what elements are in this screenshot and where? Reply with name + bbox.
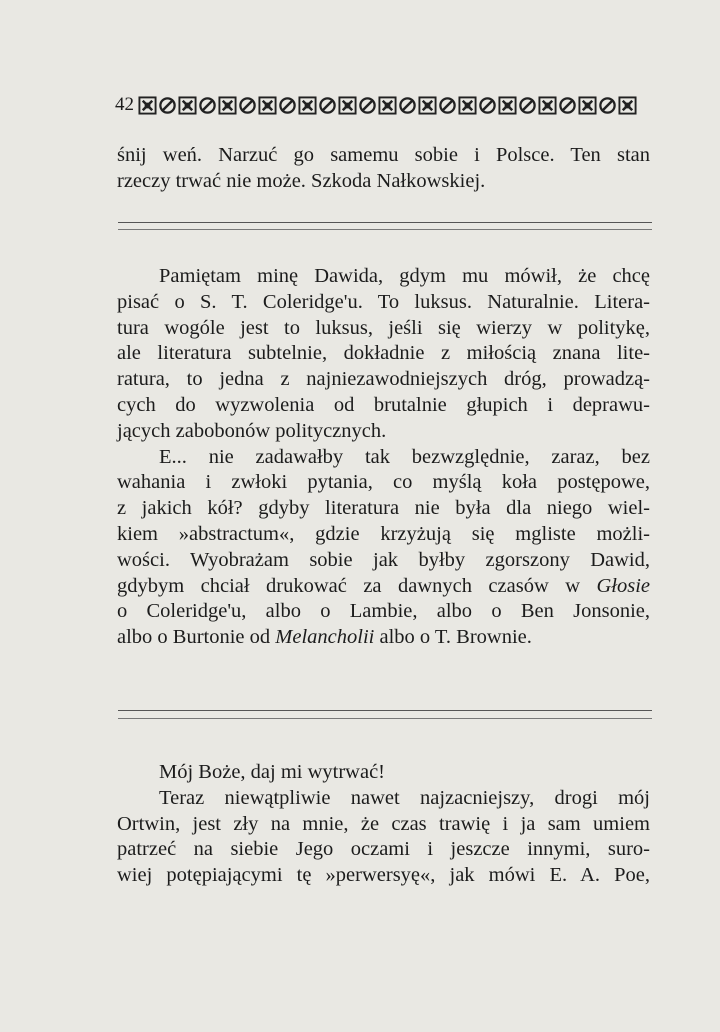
text-segment: gdybym chciał drukować za dawnych czasów w (117, 574, 581, 597)
text-line: tura wogóle jest to luksus, jeśli się wierzy w politykę, (117, 316, 650, 339)
text-line: E... nie zadawałby tak bezwzględnie, zaraz, bez (159, 445, 650, 468)
ornament-circle-icon (438, 96, 457, 115)
text-line: patrzeć na siebie Jego oczami i jeszcze innymi, suro- (117, 838, 650, 861)
text-line: wości. Wyobrażam sobie jak byłby zgorszony Dawid, (117, 548, 650, 571)
ornament-square-icon (138, 96, 157, 115)
text-line: śnij weń. Narzuć go samemu sobie i Polsce. Ten stan (117, 144, 650, 166)
ornament-square-icon (378, 96, 397, 115)
ornament-circle-icon (318, 96, 337, 115)
page-header (115, 92, 655, 118)
text-line: wiej potępiającymi tę »perwersyę«, jak mówi E. A. Poe, (117, 864, 650, 887)
text-line: o Coleridge'u, albo o Lambie, albo o Ben Jonsonie, (117, 600, 650, 623)
ornament-circle-icon (238, 96, 257, 115)
section-2 (117, 264, 650, 651)
ornament-band (138, 96, 637, 115)
ornament-square-icon (538, 96, 557, 115)
text-line: Ortwin, jest zły na mnie, że czas trawię i ja sam umiem (117, 812, 650, 835)
section-1 (117, 143, 650, 195)
section-divider (118, 229, 652, 230)
ornament-circle-icon (198, 96, 217, 115)
text-line: wahania i zwłoki pytania, co myślą koła postępowe, (117, 471, 650, 494)
ornament-square-icon (458, 96, 477, 115)
ornament-square-icon (338, 96, 357, 115)
ornament-circle-icon (558, 96, 577, 115)
ornament-circle-icon (598, 96, 617, 115)
italic-title: Melancholii (275, 626, 375, 649)
text-line: jących zabobonów politycznych. (117, 419, 387, 442)
section-divider (118, 718, 652, 719)
ornament-square-icon (298, 96, 317, 115)
text-line: kiem »abstractum«, gdzie krzyżują się mgliste możli- (117, 522, 650, 545)
text-line: ratura, to jedna z najniezawodniejszych dróg, prowadzą- (117, 368, 650, 391)
ornament-square-icon (618, 96, 637, 115)
ornament-circle-icon (478, 96, 497, 115)
ornament-circle-icon (518, 96, 537, 115)
paragraph (117, 264, 650, 445)
ornament-square-icon (578, 96, 597, 115)
section-3 (117, 760, 650, 889)
text-line (117, 625, 650, 651)
section-divider (118, 710, 652, 711)
section-divider (118, 222, 652, 223)
text-line: cych do wyzwolenia od brutalnie głupich i deprawu- (117, 393, 650, 416)
text-line (117, 574, 650, 600)
ornament-circle-icon (158, 96, 177, 115)
paragraph (117, 445, 650, 651)
ornament-square-icon (498, 96, 517, 115)
ornament-circle-icon (358, 96, 377, 115)
text-line: Teraz niewątpliwie nawet najzacniejszy, drogi mój (159, 786, 650, 809)
ornament-square-icon (418, 96, 437, 115)
text-line: rzeczy trwać nie może. Szkoda Nałkowskiej. (117, 169, 486, 192)
text-line: pisać o S. T. Coleridge'u. To luksus. Naturalnie. Litera- (117, 290, 650, 313)
ornament-square-icon (218, 96, 237, 115)
text-line: Mój Boże, daj mi wytrwać! (159, 761, 386, 783)
ornament-square-icon (258, 96, 277, 115)
text-line: z jakich kół? gdyby literatura nie była dla niego wiel- (117, 497, 650, 520)
ornament-circle-icon (398, 96, 417, 115)
text-line: ale literatura subtelnie, dokładnie z miłością znana lite- (117, 342, 650, 365)
text-segment: albo o T. Brownie. (379, 626, 532, 649)
text-segment: albo o Burtonie od (117, 626, 271, 649)
italic-title: Głosie (596, 574, 650, 597)
page-number: 42 (115, 94, 134, 115)
text-line: Pamiętam minę Dawida, gdym mu mówił, że chcę (159, 265, 650, 287)
ornament-circle-icon (278, 96, 297, 115)
ornament-square-icon (178, 96, 197, 115)
